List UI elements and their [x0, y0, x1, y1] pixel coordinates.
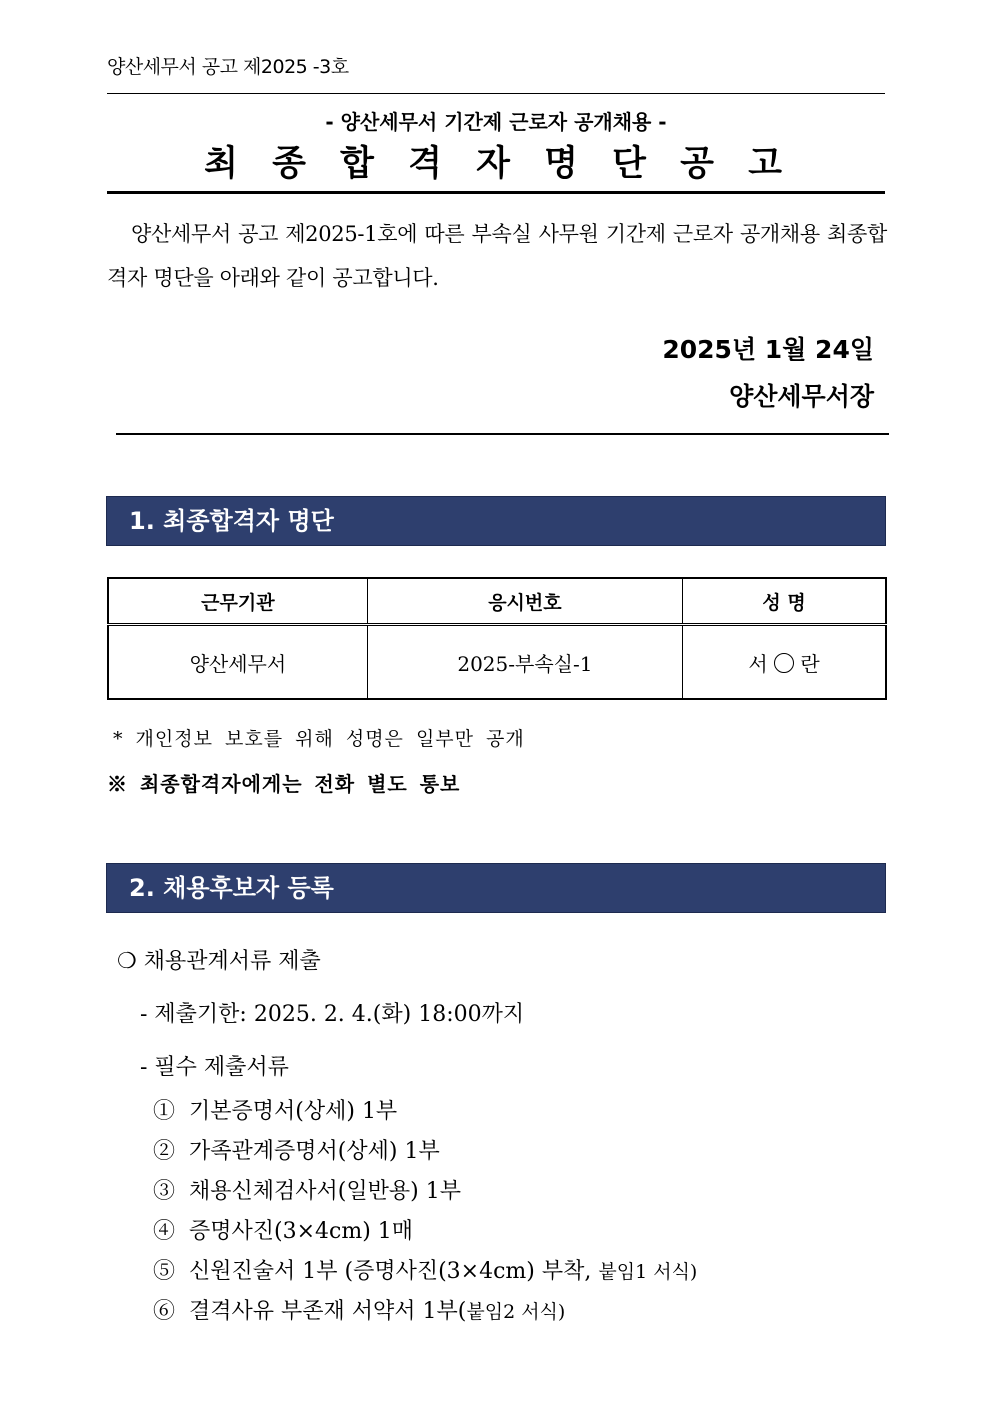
item-number: ①: [153, 1099, 176, 1124]
contact-note: ※ 최종합격자에게는 전화 별도 통보: [107, 772, 461, 796]
item-text: 채용신체검사서(일반용) 1부: [189, 1179, 461, 1204]
signer-name: 양산세무서장: [729, 382, 874, 411]
deadline-item: - 제출기한: 2025. 2. 4.(화) 18:00까지: [140, 1002, 525, 1027]
name-first: 서: [748, 651, 768, 676]
cell-org: 양산세무서: [108, 625, 367, 700]
cell-name: [683, 625, 886, 700]
cell-number: 2025-부속실-1: [367, 625, 682, 700]
section-1-header: 1. 최종합격자 명단: [106, 496, 886, 546]
name-last: 란: [800, 651, 820, 676]
section-2-header: 2. 채용후보자 등록: [106, 863, 886, 913]
list-item: [153, 1092, 697, 1132]
item-text: 신원진술서 1부 (증명사진(3×4cm) 부착,: [189, 1259, 599, 1284]
notice-number: 양산세무서 공고 제2025 -3호: [107, 56, 349, 78]
table-row: [108, 625, 886, 700]
item-text: 기본증명서(상세) 1부: [189, 1099, 398, 1124]
passers-table: [107, 577, 887, 700]
item-text: 결격사유 부존재 서약서 1부(: [189, 1299, 467, 1324]
masked-circle-icon: [774, 653, 794, 673]
item-number: ⑤: [153, 1259, 176, 1284]
notice-date: 2025년 1월 24일: [662, 335, 874, 364]
list-item: [153, 1292, 697, 1332]
item-text: 가족관계증명서(상세) 1부: [189, 1139, 440, 1164]
signature-divider: [116, 433, 889, 435]
list-item: [153, 1212, 697, 1252]
item-number: ④: [153, 1219, 176, 1244]
column-header-name: 성 명: [683, 578, 886, 625]
table-header-row: [108, 578, 886, 625]
required-docs-list: [153, 1092, 697, 1332]
list-item: [153, 1132, 697, 1172]
column-header-org: 근무기관: [108, 578, 367, 625]
top-divider: [107, 93, 885, 94]
privacy-note: * 개인정보 보호를 위해 성명은 일부만 공개: [113, 728, 525, 750]
notice-subtitle: - 양산세무서 기간제 근로자 공개채용 -: [325, 110, 667, 134]
item-text-small: 붙임2 서식): [466, 1301, 566, 1323]
item-text-small: 붙임1 서식): [598, 1261, 698, 1283]
submission-bullet: ❍ 채용관계서류 제출: [117, 949, 321, 974]
intro-paragraph: 양산세무서 공고 제2025-1호에 따른 부속실 사무원 기간제 근로자 공개채용 최종합격자 명단을 아래와 같이 공고합니다.: [107, 222, 887, 290]
column-header-number: 응시번호: [367, 578, 682, 625]
notice-title: 최 종 합 격 자 명 단 공 고: [204, 144, 788, 184]
item-number: ②: [153, 1139, 176, 1164]
item-number: ⑥: [153, 1299, 176, 1324]
required-docs-label: - 필수 제출서류: [140, 1055, 289, 1080]
item-text: 증명사진(3×4cm) 1매: [189, 1219, 414, 1244]
list-item: [153, 1252, 697, 1292]
list-item: [153, 1172, 697, 1212]
item-number: ③: [153, 1179, 176, 1204]
title-divider: [107, 191, 885, 194]
